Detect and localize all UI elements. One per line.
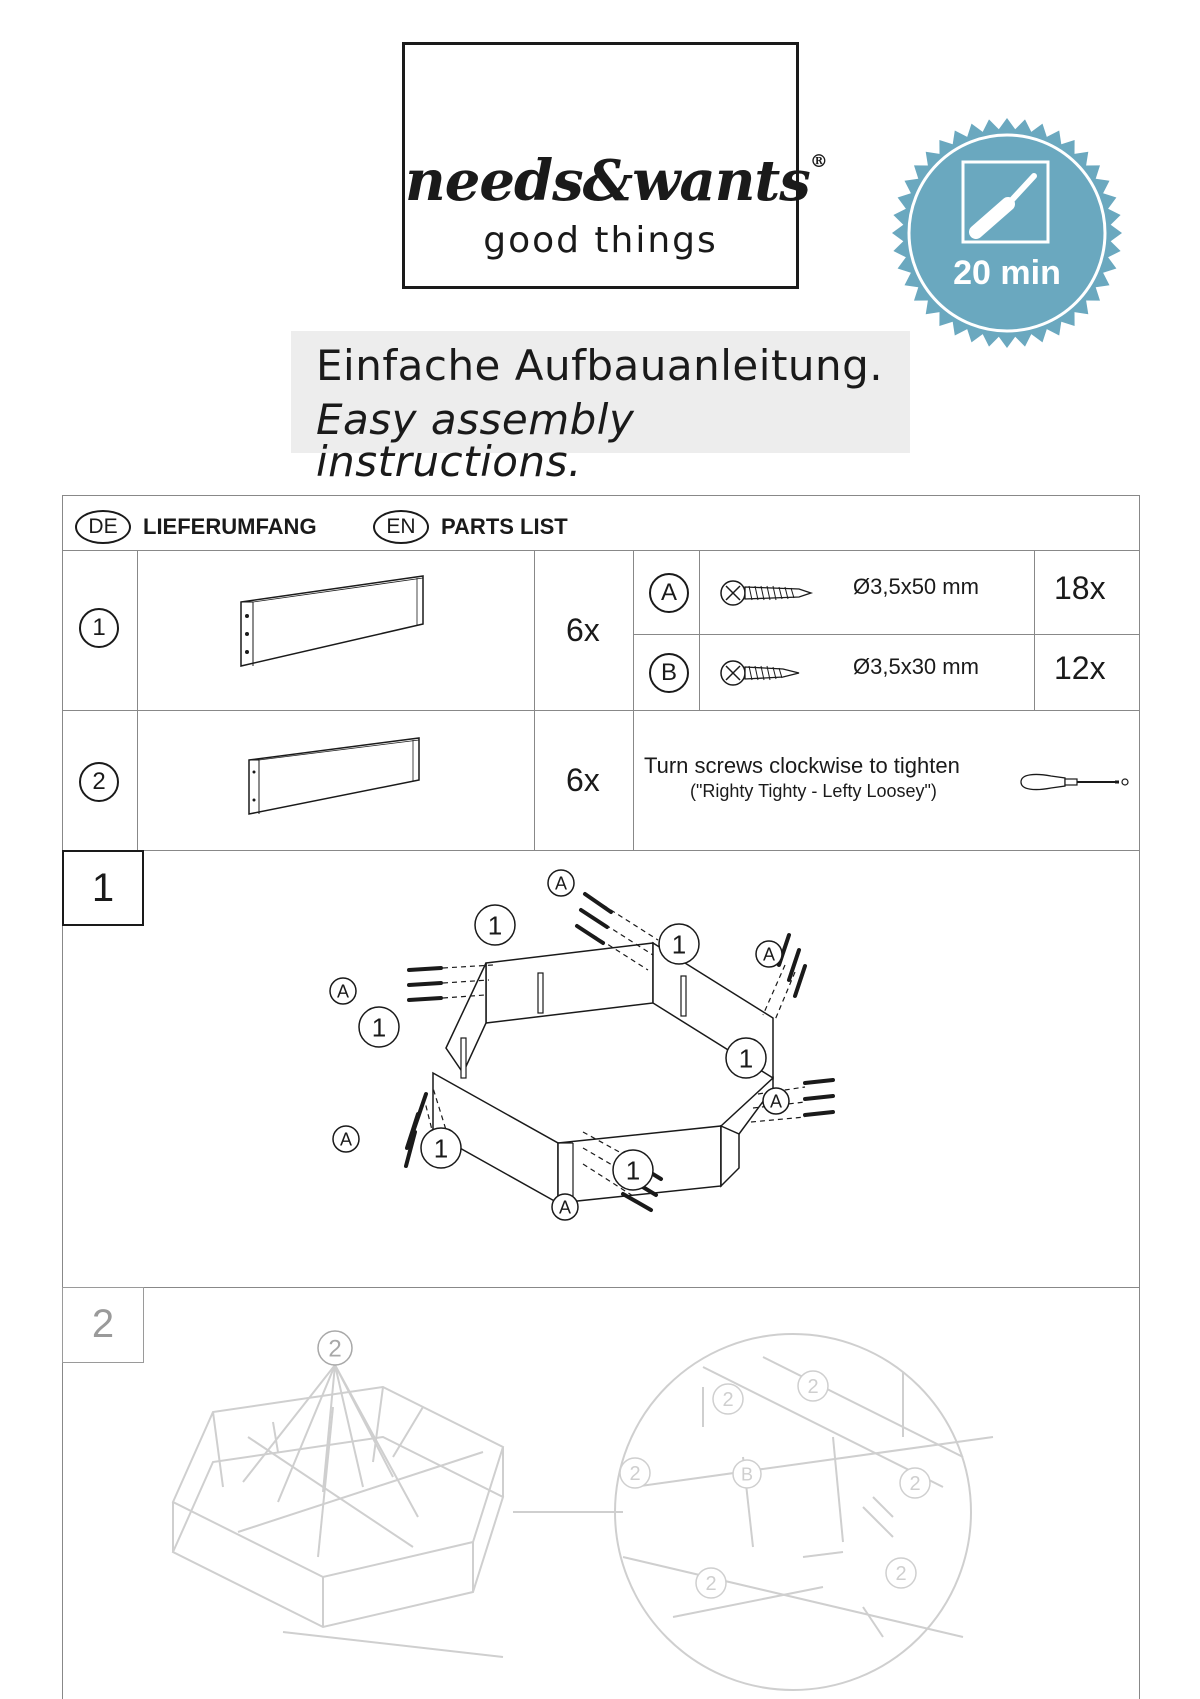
parts-header-en-label: PARTS LIST (441, 514, 568, 539)
svg-text:2: 2 (629, 1463, 641, 1486)
panel-2-label (798, 1371, 828, 1401)
svg-text:A: A (558, 1197, 572, 1218)
screwdriver-icon (1019, 768, 1131, 796)
svg-text:2: 2 (705, 1573, 717, 1596)
part-1-board (233, 568, 443, 688)
time-badge (892, 118, 1122, 348)
svg-text:1: 1 (625, 1155, 641, 1186)
brand-logo (402, 42, 827, 289)
panel-1-label (475, 905, 515, 945)
screw-a-id: A (649, 573, 689, 613)
instruction-sheet (62, 495, 1140, 1699)
screw-b-label (733, 1460, 761, 1488)
parts-header-de (75, 510, 317, 544)
part-1-id: 1 (79, 608, 119, 648)
svg-text:A: A (554, 873, 568, 894)
panel-2-label (900, 1468, 930, 1498)
lang-de-badge: DE (75, 510, 131, 544)
part-2-board (243, 732, 433, 832)
badge-time: 20 min (953, 254, 1061, 292)
panel-1-label (613, 1150, 653, 1190)
screw-b-size: Ø3,5x30 mm (853, 654, 979, 679)
tighten-note-mnemonic: ("Righty Tighty - Lefty Loosey") (690, 781, 937, 801)
screw-a-qty: 18x (1054, 570, 1106, 606)
title-english: Easy assembly instructions. (316, 395, 635, 486)
svg-text:A: A (769, 1091, 783, 1112)
panel-1-label (726, 1038, 766, 1078)
tighten-note: Turn screws clockwise to tighten (644, 753, 960, 778)
panel-2-label (886, 1558, 916, 1588)
parts-header-en (373, 510, 568, 544)
panel-1-label (359, 1007, 399, 1047)
brand-name: needs&wants® (405, 148, 827, 214)
screw-a-label (552, 1194, 578, 1220)
panel-1-label (421, 1128, 461, 1168)
screw-a-label (548, 870, 574, 896)
step-2-diagram (63, 1287, 1139, 1699)
svg-text:1: 1 (371, 1012, 387, 1043)
part-2-id: 2 (79, 762, 119, 802)
screw-b-id: B (649, 653, 689, 693)
svg-text:A: A (762, 944, 776, 965)
screw-b-icon (719, 656, 804, 690)
lang-en-badge: EN (373, 510, 429, 544)
svg-text:B: B (740, 1464, 754, 1485)
screw-a-size: Ø3,5x50 mm (853, 574, 979, 599)
title-german: Einfache Aufbauanleitung. (316, 341, 884, 390)
svg-text:1: 1 (671, 929, 687, 960)
svg-text:2: 2 (895, 1563, 907, 1586)
panel-2-label (318, 1331, 352, 1365)
svg-text:1: 1 (738, 1043, 754, 1074)
step-2-number: 2 (62, 1287, 144, 1363)
step-1-number: 1 (62, 850, 144, 926)
screw-a-label (756, 941, 782, 967)
panel-2-label (713, 1384, 743, 1414)
svg-text:A: A (339, 1129, 353, 1150)
screw-a-icon (719, 576, 814, 610)
svg-text:2: 2 (722, 1389, 734, 1412)
screw-a-label (763, 1088, 789, 1114)
svg-text:1: 1 (487, 910, 503, 941)
svg-text:2: 2 (909, 1473, 921, 1496)
screw-a-label (333, 1126, 359, 1152)
svg-text:2: 2 (328, 1335, 342, 1363)
screw-b-qty: 12x (1054, 650, 1106, 686)
svg-text:A: A (336, 981, 350, 1002)
part-2-qty: 6x (566, 762, 600, 798)
panel-2-label (620, 1458, 650, 1488)
parts-header-de-label: LIEFERUMFANG (143, 514, 317, 539)
svg-text:2: 2 (807, 1376, 819, 1399)
screw-a-label (330, 978, 356, 1004)
title-box (291, 331, 910, 486)
svg-text:1: 1 (433, 1133, 449, 1164)
part-1-qty: 6x (566, 612, 600, 648)
panel-1-label (659, 924, 699, 964)
step-1-diagram (63, 850, 1139, 1287)
panel-2-label (696, 1568, 726, 1598)
brand-tagline: good things (483, 220, 718, 261)
